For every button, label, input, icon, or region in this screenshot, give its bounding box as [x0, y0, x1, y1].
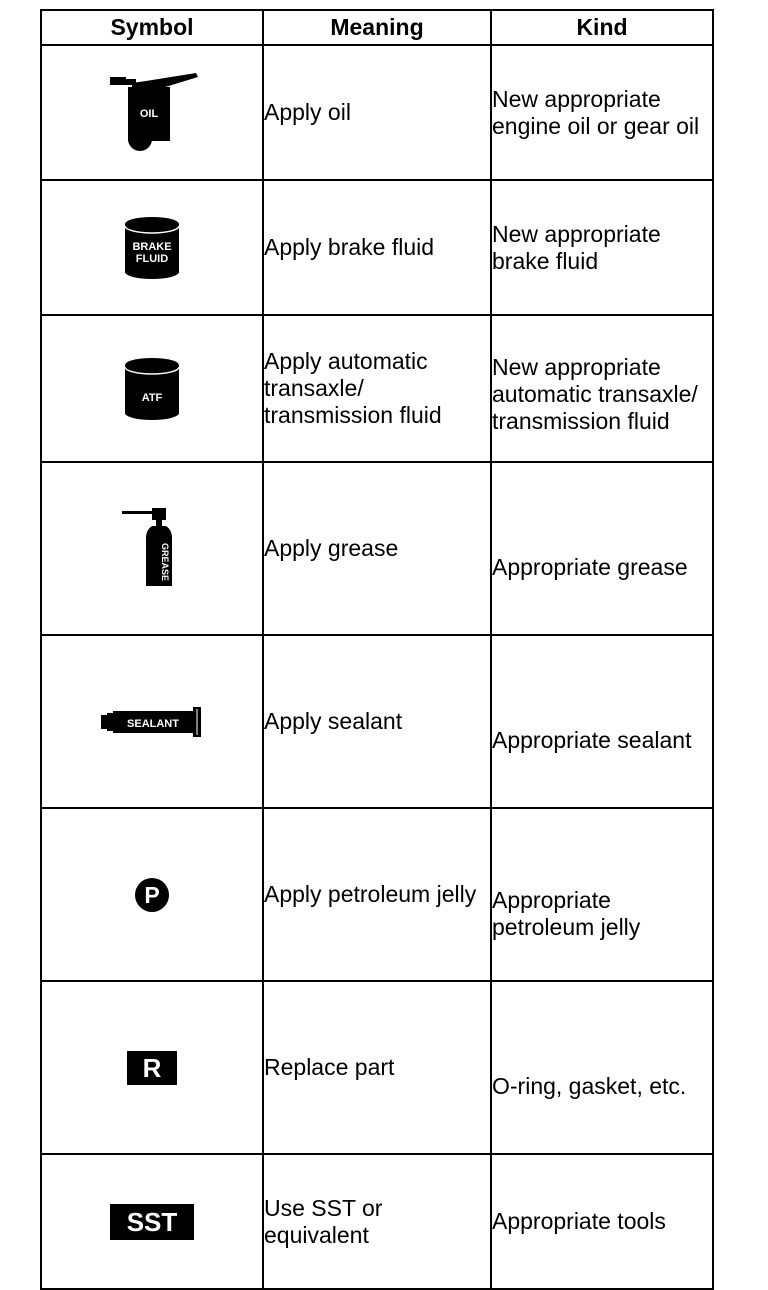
meaning-cell: Apply brake fluid [263, 180, 491, 315]
symbol-cell [41, 635, 263, 808]
table-row [41, 315, 713, 462]
atf-label: ATF [141, 391, 163, 404]
sealant-tube-icon [101, 705, 203, 739]
symbol-cell [41, 981, 263, 1154]
table-row [41, 45, 713, 180]
meaning-cell: Replace part [263, 981, 491, 1154]
symbol-cell [41, 1154, 263, 1289]
header-kind: Kind [491, 10, 713, 45]
table-row [41, 1154, 713, 1289]
sealant-label: SEALANT [127, 717, 179, 730]
kind-cell: Appropriate sealant [491, 635, 713, 808]
table-row [41, 462, 713, 635]
petroleum-jelly-label: P [144, 881, 160, 908]
table-row [41, 635, 713, 808]
symbol-table [40, 9, 714, 1290]
symbol-cell [41, 45, 263, 180]
table-row [41, 808, 713, 981]
header-symbol: Symbol [41, 10, 263, 45]
kind-cell: Appropriate tools [491, 1154, 713, 1289]
brake-fluid-label-1: BRAKE [132, 240, 172, 253]
grease-label: GREASE [160, 542, 170, 581]
meaning-cell: Apply petroleum jelly [263, 808, 491, 981]
symbol-cell [41, 462, 263, 635]
kind-cell: Appropriate petroleum jelly [491, 808, 713, 981]
replace-part-icon: R [127, 1051, 177, 1085]
meaning-cell: Apply sealant [263, 635, 491, 808]
header-row [41, 10, 713, 45]
kind-cell: New appropriate engine oil or gear oil [491, 45, 713, 180]
meaning-cell: Use SST or equivalent [263, 1154, 491, 1289]
atf-can-icon [123, 357, 181, 421]
kind-cell: New appropriate automatic transaxle/ transmission fluid [491, 315, 713, 462]
meaning-cell: Apply automatic transaxle/ transmission fluid [263, 315, 491, 462]
brake-fluid-label-2: FLUID [135, 252, 169, 265]
petroleum-jelly-icon [134, 877, 170, 913]
oil-can-label: OIL [139, 107, 159, 120]
symbol-cell [41, 180, 263, 315]
symbol-cell [41, 808, 263, 981]
brake-fluid-can-icon [122, 216, 182, 280]
sst-icon: SST [110, 1204, 194, 1240]
table-row [41, 180, 713, 315]
table-row [41, 981, 713, 1154]
kind-cell: Appropriate grease [491, 462, 713, 635]
grease-gun-icon [122, 508, 182, 590]
symbol-cell [41, 315, 263, 462]
oil-can-icon [104, 73, 200, 153]
meaning-cell: Apply oil [263, 45, 491, 180]
header-meaning: Meaning [263, 10, 491, 45]
kind-cell: O-ring, gasket, etc. [491, 981, 713, 1154]
meaning-cell: Apply grease [263, 462, 491, 635]
kind-cell: New appropriate brake fluid [491, 180, 713, 315]
